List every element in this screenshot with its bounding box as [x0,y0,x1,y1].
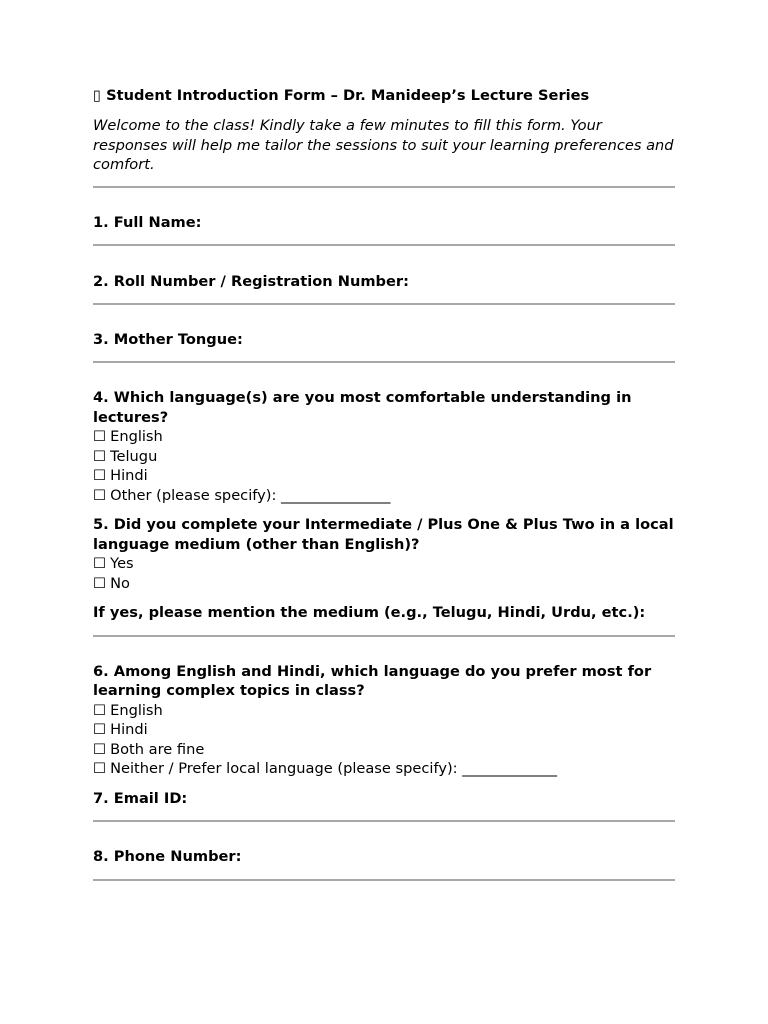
option-telugu[interactable]: ☐ Telugu [93,447,158,465]
checkbox-icon[interactable]: ☐ [93,760,107,777]
option-english[interactable]: ☐ English [93,701,163,719]
student-intro-form [93,86,675,881]
question-full-name: 1. Full Name: [93,213,202,231]
mother-tongue-answer-line[interactable] [93,361,675,363]
form-intro: Welcome to the class! Kindly take a few minutes to fill this form. Your responses will help me tailor the sessions to suit your learning preferences and comfort. [93,117,674,173]
checkbox-icon[interactable]: ☐ [93,721,107,738]
option-other[interactable]: ☐ Other (please specify): _______________ [93,486,391,504]
form-title: ▯ Student Introduction Form – Dr. Manideep’s Lecture Series [93,87,590,104]
option-english[interactable]: ☐ English [93,428,163,445]
roll-number-answer-line[interactable] [93,303,675,305]
checkbox-icon[interactable]: ☐ [93,574,107,592]
checkbox-icon[interactable]: ☐ [93,428,107,445]
option-no[interactable]: ☐ No [93,574,130,592]
divider [93,186,675,188]
medium-answer-line[interactable] [93,635,675,637]
question-email: 7. Email ID: [93,789,188,807]
full-name-answer-line[interactable] [93,244,675,246]
phone-answer-line[interactable] [93,879,675,881]
checkbox-icon[interactable]: ☐ [93,486,107,504]
question-preferred-language: 6. Among English and Hindi, which language do you prefer most for learning complex topics in class? [93,662,652,699]
option-yes[interactable]: ☐ Yes [93,555,134,572]
question-medium-followup: If yes, please mention the medium (e.g., Telugu, Hindi, Urdu, etc.): [93,604,646,621]
checkbox-icon[interactable]: ☐ [93,467,107,484]
checkbox-icon[interactable]: ☐ [93,740,107,758]
question-lecture-language: 4. Which language(s) are you most comfortable understanding in lectures? [93,389,632,426]
option-hindi[interactable]: ☐ Hindi [93,721,148,738]
checkbox-icon[interactable]: ☐ [93,447,107,465]
checkbox-icon[interactable]: ☐ [93,701,107,719]
option-hindi[interactable]: ☐ Hindi [93,467,148,484]
question-roll-number: 2. Roll Number / Registration Number: [93,273,409,290]
checkbox-icon[interactable]: ☐ [93,555,107,572]
question-local-medium: 5. Did you complete your Intermediate / Plus One & Plus Two in a local language medium (other than English)? [93,516,674,553]
question-phone: 8. Phone Number: [93,848,242,865]
question-mother-tongue: 3. Mother Tongue: [93,330,243,348]
option-both[interactable]: ☐ Both are fine [93,740,205,758]
option-neither[interactable]: ☐ Neither / Prefer local language (please specify): _____________ [93,760,558,777]
email-answer-line[interactable] [93,820,675,822]
